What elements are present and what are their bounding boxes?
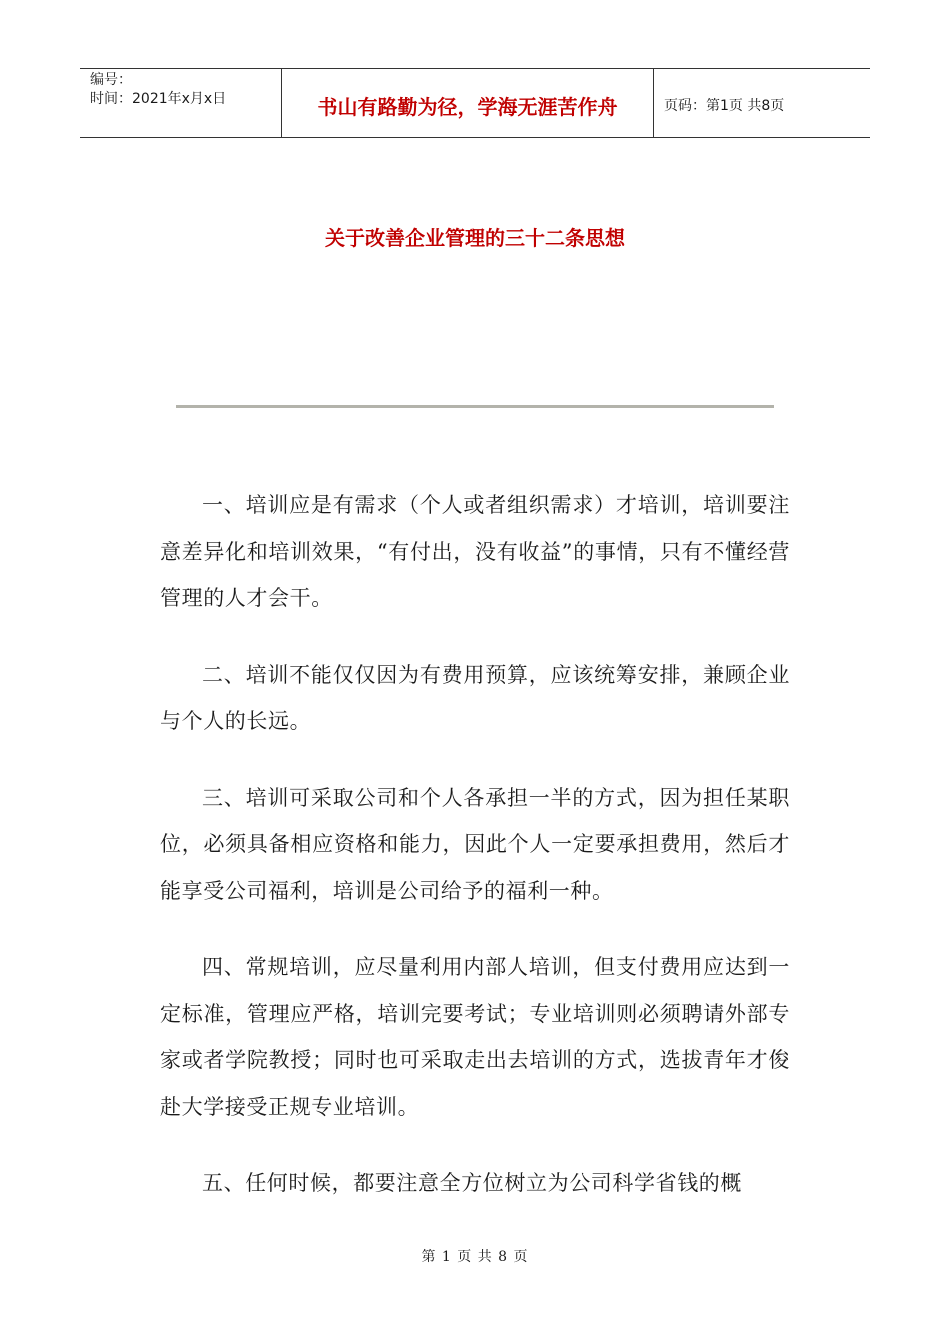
paragraph-1: 一、培训应是有需求（个人或者组织需求）才培训，培训要注意差异化和培训效果，“有付出，没有收益”的事情，只有不懂经营管理的人才会干。 [160, 493, 790, 610]
paragraph-2: 二、培训不能仅仅因为有费用预算，应该统筹安排，兼顾企业与个人的长远。 [160, 662, 790, 733]
motto-text: 书山有路勤为径，学海无涯苦作舟 [317, 94, 618, 119]
title-divider [176, 405, 774, 408]
paragraph-4: 四、常规培训，应尽量利用内部人培训，但支付费用应达到一定标准，管理应严格，培训完要考试；专业培训则必须聘请外部专家或者学院教授；同时也可采取走出去培训的方式，选拔青年才俊赴大学接受正规专业培训。 [160, 955, 790, 1119]
header-table [80, 68, 870, 138]
page-footer: 第 1 页 共 8 页 [421, 1249, 529, 1265]
header-page-cell [654, 69, 870, 137]
paragraph-5: 五、任何时候，都要注意全方位树立为公司科学省钱的概 [202, 1171, 742, 1195]
header-motto-cell [282, 69, 654, 137]
document-body [160, 482, 790, 1237]
paragraph-3: 三、培训可采取公司和个人各承担一半的方式，因为担任某职位，必须具备相应资格和能力，因此个人一定要承担费用，然后才能享受公司福利，培训是公司给予的福利一种。 [160, 785, 790, 903]
date-label: 时间：2021年x月x日 [90, 91, 227, 107]
document-title: 关于改善企业管理的三十二条思想 [325, 226, 625, 250]
serial-number-label: 编号： [90, 72, 132, 88]
page-code-text: 页码：第1页 共8页 [664, 98, 785, 114]
header-info-cell [80, 69, 282, 137]
